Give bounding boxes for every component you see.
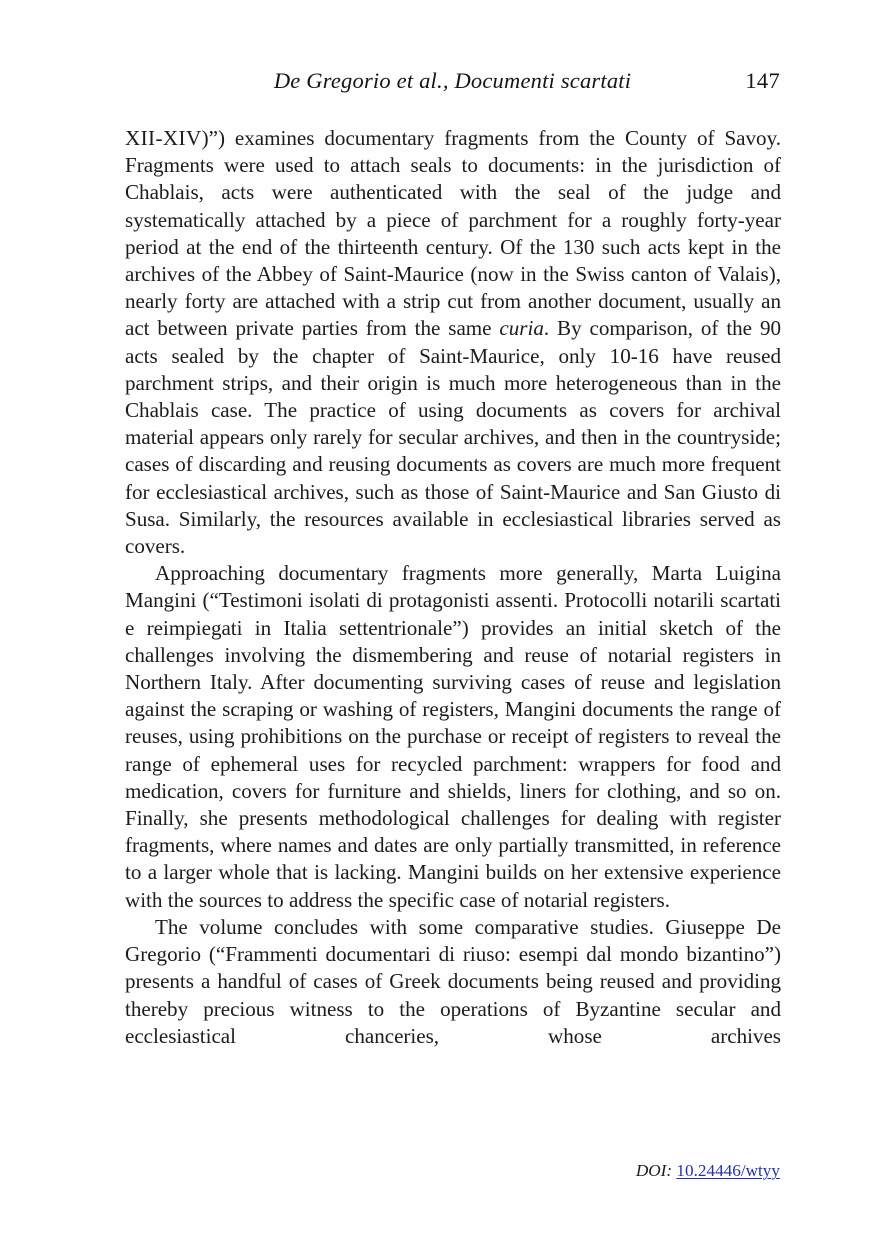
page-number: 147 <box>745 68 780 93</box>
running-head-title: De Gregorio et al., Documenti scartati <box>273 68 632 93</box>
paragraph-savoy <box>125 125 781 560</box>
italic-term-curia: curia <box>499 316 544 341</box>
doi-footer <box>636 1160 780 1182</box>
paragraph-conclusion-text: The volume concludes with some comparative studies. Giuseppe De Gregorio (“Frammenti documentari di riuso: esempi dal mondo bizantino”) presents a handful of cases of Greek documents being reused and providing thereby precious witness to the operations of Byzantine secular and ecclesiastical chanceries, whose archives <box>125 914 781 1048</box>
doi-label: DOI: <box>635 1161 673 1180</box>
doi-link[interactable]: 10.24446/wtyy <box>676 1161 780 1180</box>
body-text-column <box>125 125 781 1050</box>
paragraph-mangini-text: Approaching documentary fragments more generally, Marta Luigina Mangini (“Testimoni isolati di protagonisti assenti. Protocolli notarili scartati e reimpiegati in Italia settentrionale”) provides an initial sketch of the challenges involving the dismembering and reuse of notarial registers in Northern Italy. After documenting surviving cases of reuse and legislation against the scraping or washing of registers, Mangini documents the range of reuses, using prohibitions on the purchase or receipt of registers to reveal the range of ephemeral uses for recycled parchment: wrappers for food and medication, covers for furniture and shields, liners for clothing, and so on. Finally, she presents methodological challenges for dealing with register fragments, where names and dates are only partially transmitted, in reference to a larger whole that is lacking. Mangini builds on her extensive experience with the sources to address the specific case of notarial registers. <box>125 561 781 912</box>
running-head <box>125 68 780 98</box>
paragraph-savoy-text-part1: )”) examines documentary fragments from the County of Savoy. Fragments were used to attach seals to documents: in the jurisdiction of Chablais, acts were authenticated with the seal of the judge and systematically attached by a piece of parchment for a roughly forty-year period at the end of the thirteenth century. Of the 130 such acts kept in the archives of the Abbey of Saint-Maurice (now in the Swiss canton of Valais), nearly forty are attached with a strip cut from another document, usually an act between private parties from the same <box>125 126 781 341</box>
paragraph-savoy-text-part2: . By comparison, of the 90 acts sealed by the chapter of Saint-Maurice, only 10-16 have reused parchment strips, and their origin is much more heterogeneous than in the Chablais case. The practice of using documents as covers for archival material appears only rarely for secular archives, and then in the countryside; cases of discarding and reusing documents as covers are much more frequent for ecclesiastical archives, such as those of Saint-Maurice and San Giusto di Susa. Similarly, the resources available in ecclesiastical libraries served as covers. <box>125 316 781 559</box>
roman-numeral-range: XII-XIV <box>125 126 202 150</box>
paragraph-mangini <box>125 560 781 914</box>
paragraph-conclusion <box>125 914 781 1050</box>
